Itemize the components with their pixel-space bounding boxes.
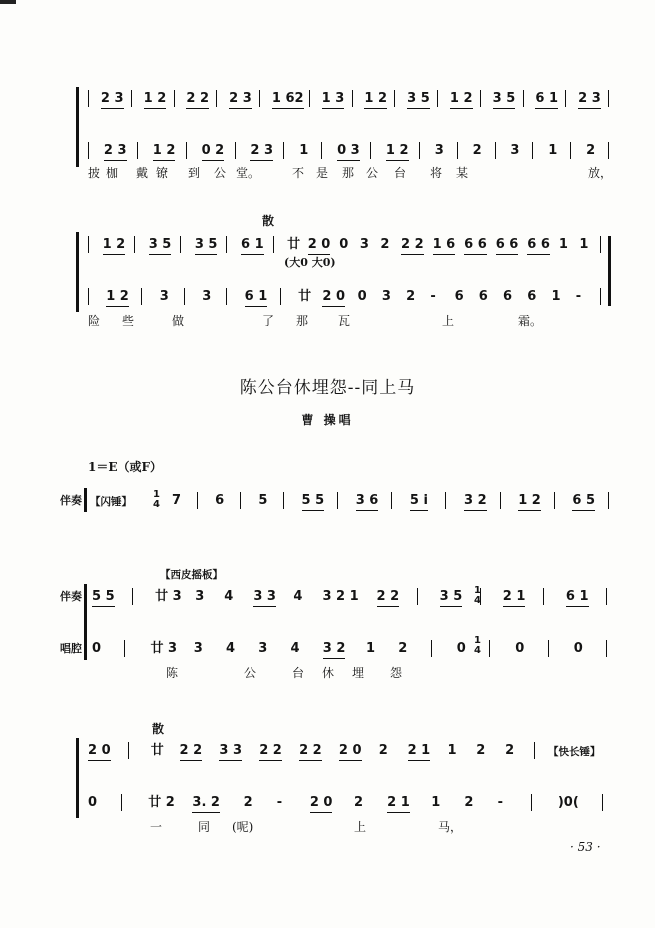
note-group: 1 xyxy=(299,143,309,158)
barline xyxy=(88,142,89,159)
note-group: 1 2 xyxy=(364,90,387,109)
barline xyxy=(394,90,395,107)
note-group: 3 3 xyxy=(253,588,276,607)
lyric-char: 那 xyxy=(342,166,355,180)
barline xyxy=(283,492,284,509)
barline xyxy=(174,90,175,107)
note-group: 6 6 xyxy=(527,236,550,255)
lyric-char: 埋 xyxy=(352,666,365,680)
note-group: 0 xyxy=(573,641,583,656)
note-group: 0 xyxy=(357,289,367,304)
barline xyxy=(121,794,122,811)
lyric-char: 一 xyxy=(150,820,163,834)
lyric-char: 霜。 xyxy=(518,314,543,328)
barline xyxy=(321,142,322,159)
note-group: 2 2 xyxy=(180,742,203,761)
note-group: 3 xyxy=(159,289,169,304)
barline xyxy=(137,142,138,159)
barline xyxy=(480,588,481,605)
lyrics-line-5 xyxy=(0,818,655,834)
note-group: 1 2 xyxy=(103,236,126,255)
note-group: 6 5 xyxy=(572,492,595,511)
time-signature: 1 4 xyxy=(153,489,160,510)
barline xyxy=(554,492,555,509)
note-group: 0 xyxy=(515,641,525,656)
note-group: 2 0 xyxy=(339,742,362,761)
note-group: 3 2 1 xyxy=(322,589,359,604)
lyric-char: 台 xyxy=(292,666,305,680)
barline xyxy=(391,492,392,509)
section-xipi-yaoban: 【西皮摇板】 xyxy=(160,569,223,581)
note-group: 0 xyxy=(88,795,98,810)
barline xyxy=(417,588,418,605)
barline xyxy=(457,142,458,159)
barline xyxy=(531,794,532,811)
note-group: 2 0 xyxy=(308,236,331,255)
key-signature: 1＝E（或F） xyxy=(88,460,163,474)
note-group: 廿 xyxy=(150,743,164,758)
score-line-vocal-2 xyxy=(0,288,655,306)
barline xyxy=(606,588,607,605)
lyric-char: 那 xyxy=(296,314,309,328)
barline xyxy=(495,142,496,159)
barline xyxy=(309,90,310,107)
barline xyxy=(240,492,241,509)
tempo-san-2: 散 xyxy=(152,722,165,736)
part-label-vocal: 唱腔 xyxy=(60,642,82,655)
barline xyxy=(184,288,185,305)
lyrics-line-2 xyxy=(0,312,655,328)
barline xyxy=(606,640,607,657)
note-group: - xyxy=(575,289,582,304)
lyric-char: 同 xyxy=(198,820,211,834)
lyric-char: 怨 xyxy=(390,666,403,680)
barline xyxy=(532,142,533,159)
barline xyxy=(608,492,609,509)
barline xyxy=(280,288,281,305)
barline xyxy=(600,236,601,253)
note-group: 5 i xyxy=(410,492,428,511)
lyric-char: 了 xyxy=(262,314,275,328)
note-group: 2 0 xyxy=(88,742,111,761)
barline xyxy=(534,742,535,759)
note-group: 0 xyxy=(92,641,102,656)
note-group: 3 xyxy=(193,641,203,656)
lyric-char: 些 xyxy=(122,314,135,328)
note-group: 2 xyxy=(243,795,253,810)
note-group: 2 3 xyxy=(229,90,252,109)
note-group: 4 xyxy=(290,641,300,656)
note-group: 廿 3 xyxy=(150,641,178,656)
note-group: 0 3 xyxy=(337,142,360,161)
lyric-char: 公 xyxy=(214,166,227,180)
note-group: - xyxy=(430,289,436,304)
lyric-char: 公 xyxy=(244,666,257,680)
note-group: 1 xyxy=(579,237,589,252)
barline xyxy=(88,288,89,305)
shanchui-marker: 【闪锤】 xyxy=(90,496,132,508)
barline xyxy=(132,588,133,605)
note-group: 廿 3 xyxy=(155,589,182,604)
note-group: 1 xyxy=(551,289,561,304)
note-group: 2 3 xyxy=(250,142,273,161)
lyric-char: 瓦 xyxy=(338,314,351,328)
note-group: 3 5 xyxy=(407,90,430,109)
barline xyxy=(419,142,420,159)
barline xyxy=(235,142,236,159)
kuaichang-marker: 【快长锤】 xyxy=(548,746,601,758)
note-group: - xyxy=(276,795,283,810)
lyric-char: 台 xyxy=(394,166,407,180)
note-group: 1 xyxy=(447,743,457,758)
note-group: 2 0 xyxy=(322,288,345,307)
lyric-char: 上 xyxy=(442,314,455,328)
note-group: 2 xyxy=(505,743,515,758)
page-number: · 53 · xyxy=(570,840,601,854)
note-group: 6 6 xyxy=(496,236,519,255)
note-group: 1 2 xyxy=(153,142,176,161)
note-group: 1 3 xyxy=(322,90,345,109)
note-group: 3 xyxy=(195,589,205,604)
note-group: 1 2 xyxy=(450,90,473,109)
barline xyxy=(226,236,227,253)
note-group: 6 xyxy=(454,289,464,304)
note-group: 2 0 xyxy=(310,794,333,813)
note-group: 0 xyxy=(339,237,349,252)
barline xyxy=(337,492,338,509)
note-group: 2 2 xyxy=(377,588,400,607)
time-signature: 1 4 xyxy=(474,585,481,606)
part-label-accomp: 伴奏 xyxy=(60,494,82,507)
note-group: 6 xyxy=(478,289,488,304)
time-signature: 1 4 xyxy=(474,635,481,656)
lyric-char: 陈 xyxy=(166,666,179,680)
barline xyxy=(370,142,371,159)
lyric-char: 马， xyxy=(438,820,463,834)
lyric-char: 将 xyxy=(430,166,443,180)
note-group: 6 xyxy=(215,493,225,508)
note-group: )0( xyxy=(557,795,579,810)
lyric-char: 不 xyxy=(292,166,305,180)
barline xyxy=(180,236,181,253)
lyric-char: 镣 xyxy=(156,166,169,180)
note-group: 3 5 xyxy=(195,236,218,255)
barline xyxy=(437,90,438,107)
lyric-char: 到 xyxy=(188,166,201,180)
note-group: 2 xyxy=(472,143,482,158)
barline xyxy=(88,90,89,107)
score-line-accomp-1 xyxy=(0,90,655,108)
barline xyxy=(608,90,609,107)
lyric-char: 公 xyxy=(366,166,379,180)
note-group: 廿 2 xyxy=(148,795,175,810)
note-group: 5 5 xyxy=(302,492,325,511)
note-group: 4 xyxy=(224,589,234,604)
tempo-san-1: 散 xyxy=(262,214,275,228)
note-group: 2 2 xyxy=(259,742,282,761)
lyric-char: 某 xyxy=(456,166,469,180)
barline xyxy=(480,90,481,107)
percussion-aside: (大0 大0) xyxy=(284,256,336,269)
lyrics-line-4 xyxy=(0,664,655,680)
note-group: 1 6 xyxy=(433,236,456,255)
barline xyxy=(283,142,284,159)
note-group: 3 xyxy=(381,289,391,304)
page-corner-mark xyxy=(0,0,16,4)
note-group: 2 2 xyxy=(299,742,322,761)
note-group: 3 5 xyxy=(440,588,463,607)
barline xyxy=(273,236,274,253)
note-group: 3 2 xyxy=(323,640,346,659)
note-group: 6 1 xyxy=(535,90,558,109)
lyric-char: 险 xyxy=(88,314,101,328)
note-group: - xyxy=(497,795,503,810)
barline xyxy=(489,640,490,657)
barline xyxy=(141,288,142,305)
barline xyxy=(565,90,566,107)
note-group: 3 5 xyxy=(493,90,516,109)
note-group: 4 xyxy=(226,641,236,656)
note-group: 2 xyxy=(586,143,596,158)
note-group: 2 1 xyxy=(408,742,431,761)
barline xyxy=(352,90,353,107)
score-line-accomp-4 xyxy=(0,585,655,606)
note-group: 2 3 xyxy=(104,142,127,161)
barline xyxy=(226,288,227,305)
barline xyxy=(134,236,135,253)
note-group: 1 xyxy=(548,143,558,158)
note-group: 2 xyxy=(378,743,388,758)
note-group: 2 xyxy=(464,795,474,810)
note-group: 1 2 xyxy=(386,142,409,161)
note-group: 1 xyxy=(366,641,376,656)
note-group: 2 3 xyxy=(101,90,124,109)
note-group: 2 1 xyxy=(387,794,410,813)
note-group: 廿 xyxy=(298,289,312,304)
note-group: 5 xyxy=(258,493,268,508)
note-group: 2 3 xyxy=(578,90,601,109)
score-line-accomp-3 xyxy=(0,489,655,510)
note-group: 1 xyxy=(558,237,568,252)
note-group: 6 xyxy=(527,289,537,304)
lyric-char: 放， xyxy=(588,166,613,180)
barline xyxy=(570,142,571,159)
note-group: 6 1 xyxy=(566,588,589,607)
lyric-char: 枷 xyxy=(106,166,119,180)
lyric-char: 戴 xyxy=(136,166,149,180)
score-line-vocal-5 xyxy=(0,794,655,812)
note-group: 6 6 xyxy=(464,236,487,255)
note-group: 2 2 xyxy=(401,236,424,255)
note-group: 2 xyxy=(406,289,416,304)
barline xyxy=(548,640,549,657)
barline xyxy=(600,288,601,305)
note-group: 3 xyxy=(434,143,444,158)
note-group: 5 5 xyxy=(92,588,115,607)
note-group: 1 2 xyxy=(144,90,167,109)
barline xyxy=(445,492,446,509)
barline xyxy=(88,236,89,253)
note-group: 1 2 xyxy=(106,288,129,307)
lyric-char: 披 xyxy=(88,166,101,180)
note-group: 3 xyxy=(510,143,520,158)
note-group: 3 xyxy=(202,289,212,304)
barline xyxy=(124,640,125,657)
barline xyxy=(602,794,603,811)
note-group: 6 1 xyxy=(241,236,264,255)
note-group: 2 xyxy=(398,641,408,656)
note-group: 2 xyxy=(380,237,390,252)
note-group: 2 2 xyxy=(186,90,209,109)
barline xyxy=(186,142,187,159)
lyric-char: 休 xyxy=(322,666,335,680)
note-group: 1 2 xyxy=(518,492,541,511)
note-group: 3 3 xyxy=(219,742,242,761)
singer-credit: 曹 操唱 xyxy=(301,413,354,427)
barline xyxy=(500,492,501,509)
barline xyxy=(523,90,524,107)
note-group: 4 xyxy=(293,589,303,604)
barline xyxy=(128,742,129,759)
note-group: 3 6 xyxy=(356,492,379,511)
note-group: 3 xyxy=(258,641,268,656)
barline xyxy=(259,90,260,107)
note-group: 0 xyxy=(456,641,466,656)
score-line-vocal-1 xyxy=(0,142,655,160)
note-group: 6 1 xyxy=(245,288,268,307)
barline xyxy=(543,588,544,605)
lyric-char: 是 xyxy=(316,166,329,180)
note-group: 2 1 xyxy=(503,588,526,607)
note-group: 3 5 xyxy=(149,236,172,255)
note-group: 廿 xyxy=(287,237,301,252)
score-line-accomp-2 xyxy=(0,236,655,254)
note-group: 6 xyxy=(503,289,513,304)
lyric-char: 做 xyxy=(172,314,185,328)
note-group: 3. 2 xyxy=(192,794,220,813)
note-group: 1 xyxy=(431,795,441,810)
note-group: 1 62 xyxy=(272,90,304,109)
lyric-char: 堂。 xyxy=(236,166,261,180)
part-label-accomp: 伴奏 xyxy=(60,590,82,603)
lyric-char: (呢) xyxy=(232,820,254,834)
song-title: 陈公台休埋怨--同上马 xyxy=(239,378,416,398)
barline xyxy=(197,492,198,509)
lyric-char: 上 xyxy=(354,820,367,834)
note-group: 7 xyxy=(172,493,182,508)
lyrics-line-1 xyxy=(0,164,655,180)
barline xyxy=(431,640,432,657)
note-group: 3 xyxy=(359,237,369,252)
barline xyxy=(608,142,609,159)
score-line-vocal-4 xyxy=(0,640,655,658)
barline xyxy=(216,90,217,107)
note-group: 3 2 xyxy=(464,492,487,511)
note-group: 0 2 xyxy=(202,142,225,161)
note-group: 2 xyxy=(476,743,486,758)
note-group: 2 xyxy=(354,795,364,810)
barline xyxy=(131,90,132,107)
